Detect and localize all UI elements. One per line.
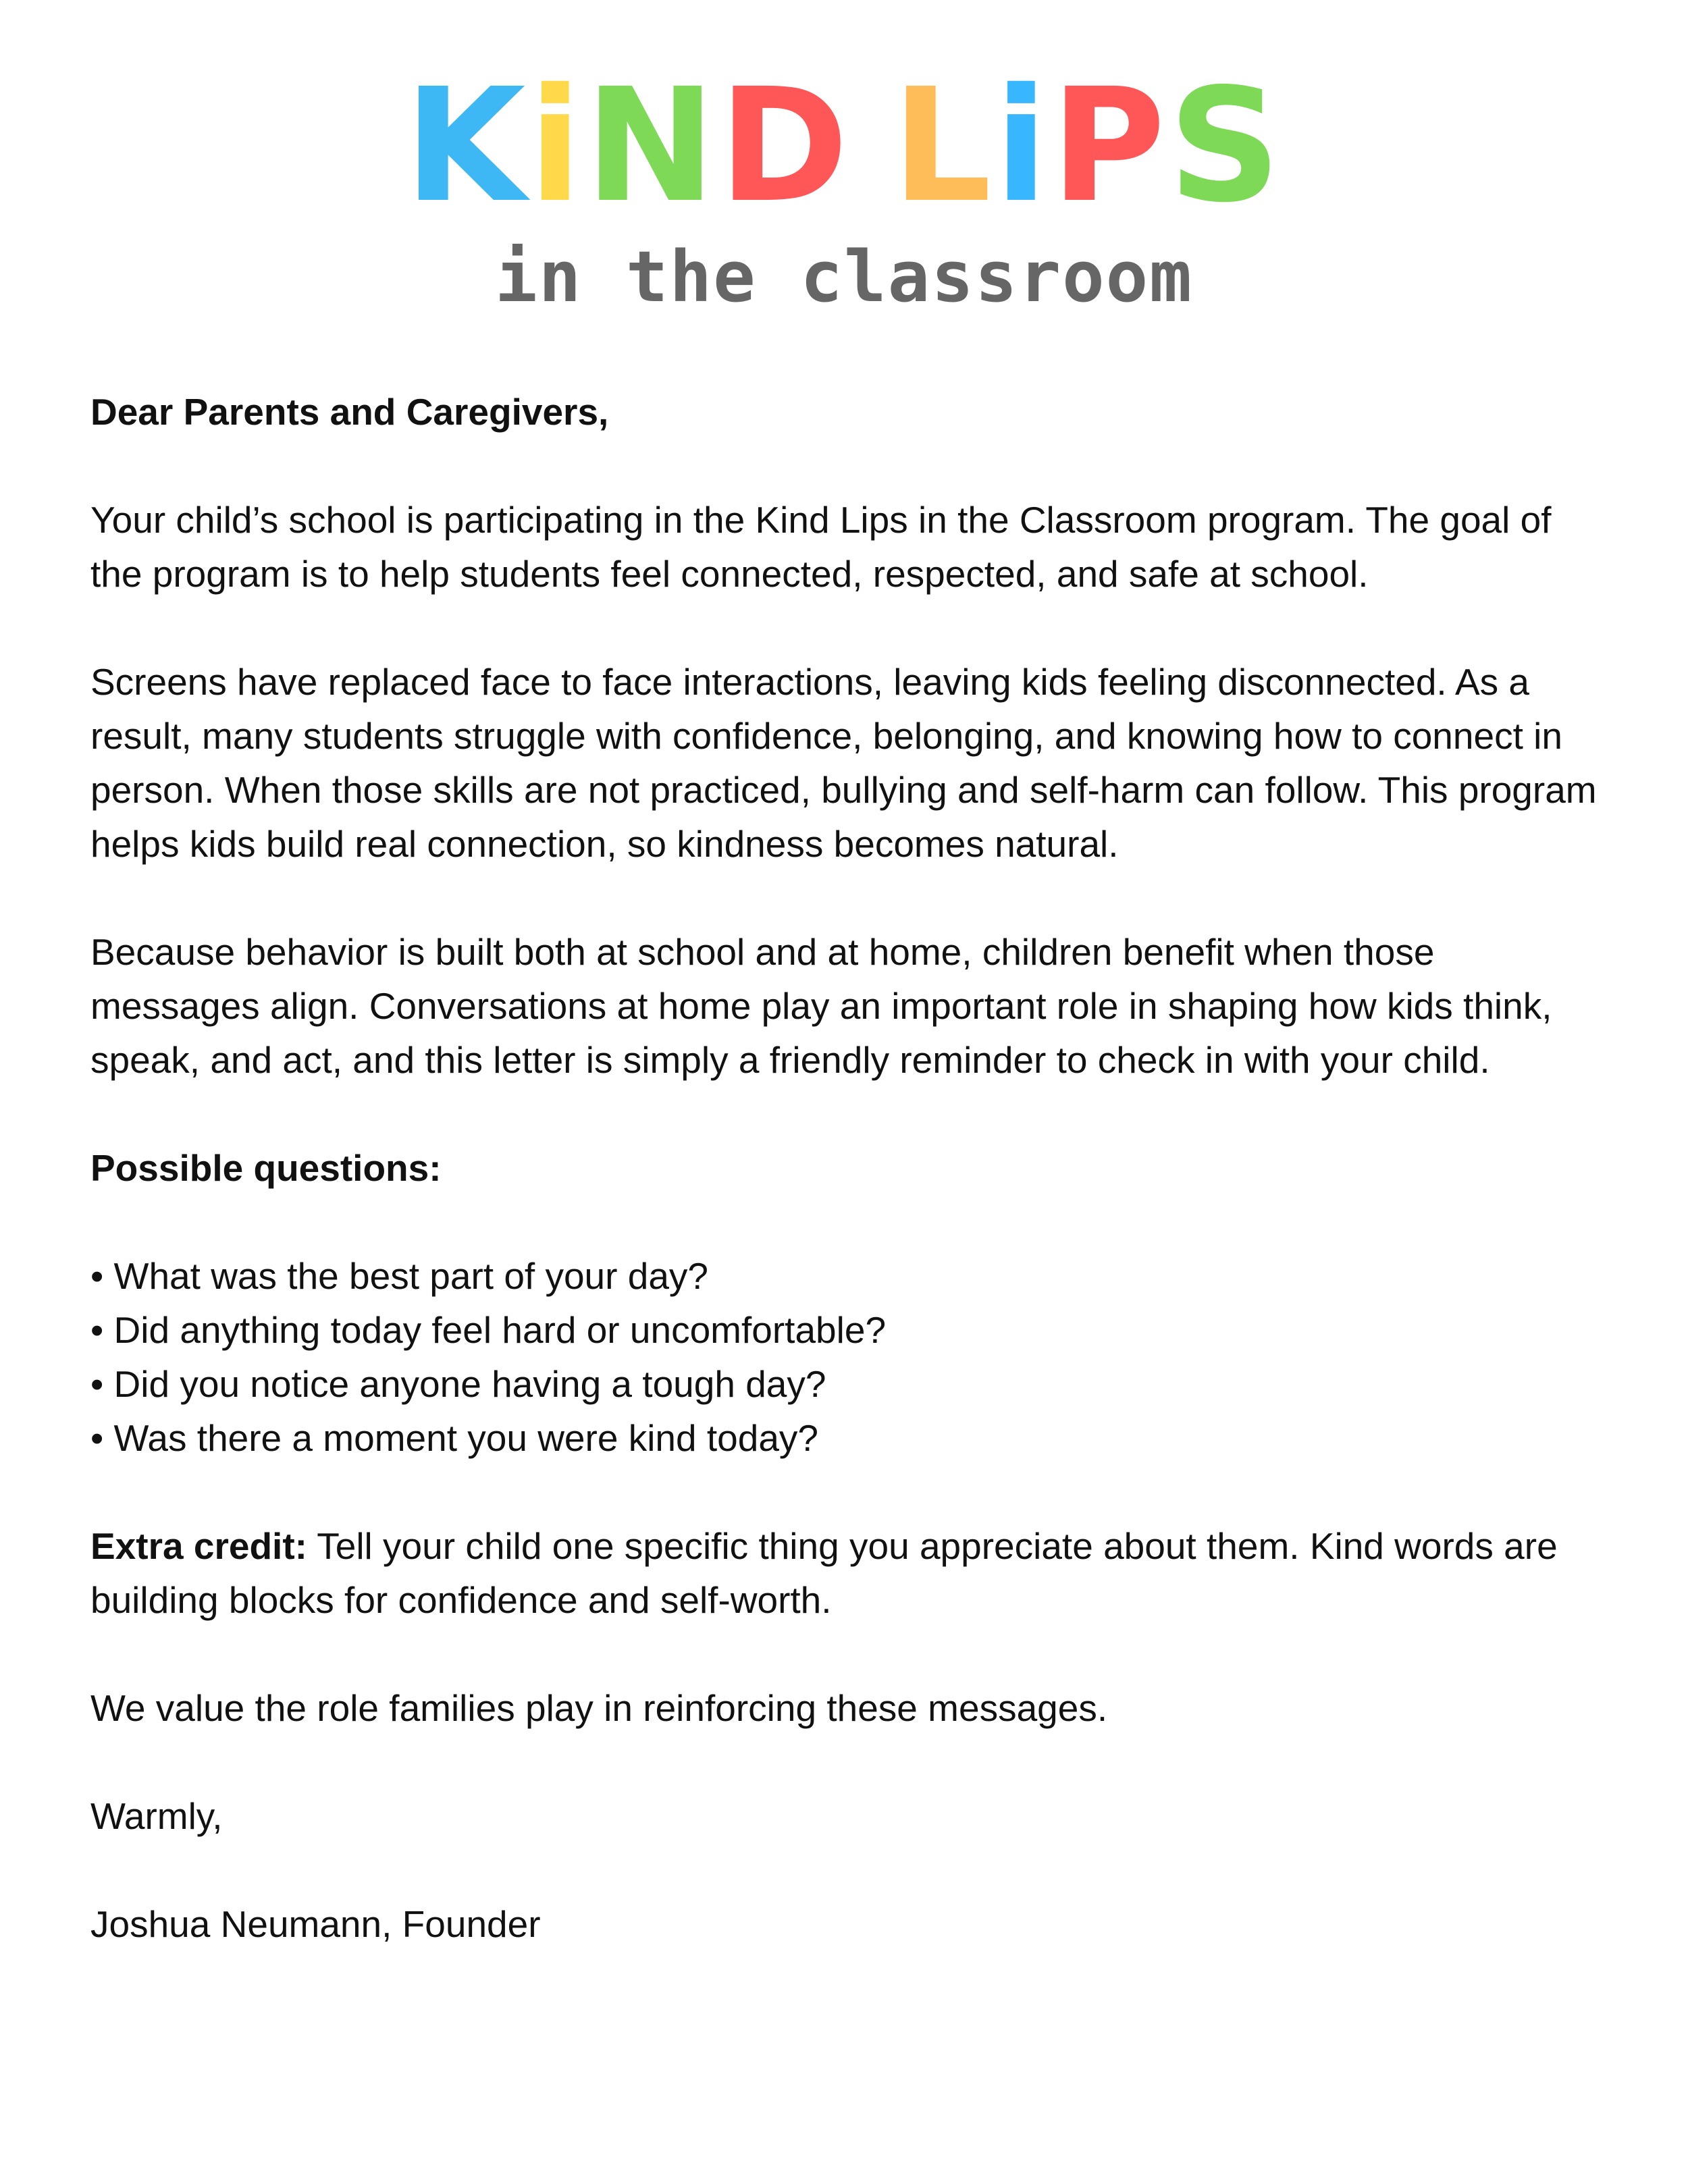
list-item: • Was there a moment you were kind today? bbox=[90, 1411, 1603, 1465]
logo-letter-k: K bbox=[404, 55, 529, 237]
extra-credit-text: Tell your child one specific thing you appreciate about them. Kind words are building blocks for confidence and self-worth. bbox=[90, 1525, 1558, 1621]
letter-body bbox=[90, 385, 1603, 2005]
kind-lips-logo bbox=[0, 55, 1688, 318]
questions-heading: Possible questions: bbox=[90, 1147, 442, 1189]
list-item: • Did anything today feel hard or uncomfortable? bbox=[90, 1303, 1603, 1357]
logo-letter-i: i bbox=[528, 55, 585, 237]
logo-title bbox=[0, 55, 1688, 237]
list-item: • Did you notice anyone having a tough day? bbox=[90, 1357, 1603, 1411]
paragraph-home-conversations: Because behavior is built both at school and at home, children benefit when those messages align. Conversations at home play an important role in shaping how kids think, speak, and act, and this letter is simply a friendly reminder to check in with your child. bbox=[90, 931, 1552, 1081]
list-item: • What was the best part of your day? bbox=[90, 1249, 1603, 1303]
logo-letter-i-second: i bbox=[994, 55, 1051, 237]
signature: Joshua Neumann, Founder bbox=[90, 1903, 541, 1945]
closing-statement: We value the role families play in reinforcing these messages. bbox=[90, 1687, 1108, 1729]
logo-letter-s: S bbox=[1168, 55, 1284, 237]
extra-credit-paragraph bbox=[90, 1519, 1603, 1627]
logo-letter-d: D bbox=[718, 55, 851, 237]
extra-credit-label: Extra credit: bbox=[90, 1525, 307, 1567]
greeting: Dear Parents and Caregivers, bbox=[90, 391, 609, 433]
questions-list bbox=[90, 1249, 1603, 1465]
paragraph-screens: Screens have replaced face to face interactions, leaving kids feeling disconnected. As a result, many students struggle with confidence, belonging, and knowing how to connect in person. When those skills are not practiced, bullying and self-harm can follow. This program helps kids build real connection, so kindness becomes natural. bbox=[90, 661, 1597, 865]
logo-letter-n: N bbox=[585, 55, 719, 237]
logo-letter-l: L bbox=[891, 55, 995, 237]
sign-off: Warmly, bbox=[90, 1795, 223, 1837]
logo-subtitle: in the classroom bbox=[495, 236, 1193, 318]
paragraph-program-intro: Your child’s school is participating in the Kind Lips in the Classroom program. The goal of the program is to help students feel connected, respected, and safe at school. bbox=[90, 499, 1552, 595]
logo-letter-p: P bbox=[1051, 55, 1169, 237]
